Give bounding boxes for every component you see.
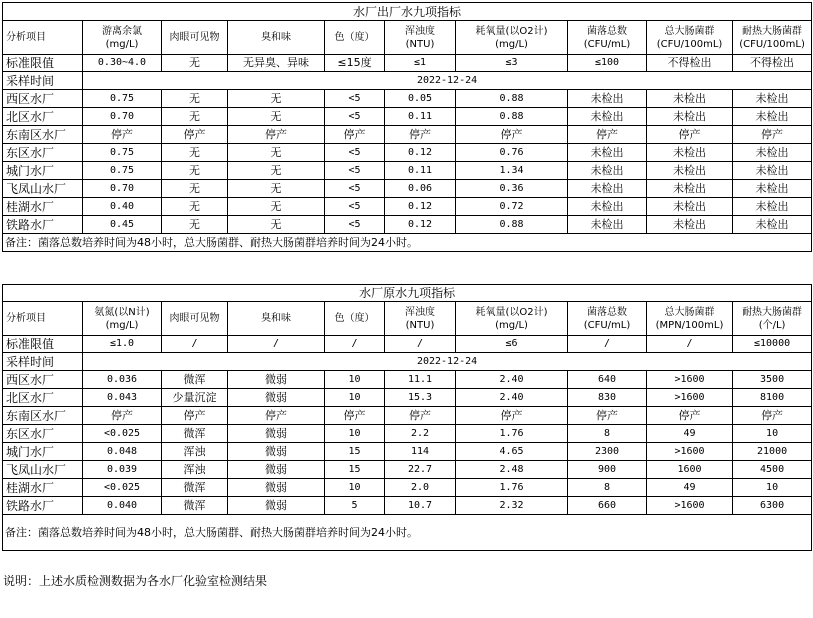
table-cell: 微弱 [228, 425, 325, 443]
table-cell: 0.88 [456, 108, 568, 126]
table-cell: 0.75 [83, 144, 162, 162]
table-cell: 停产 [385, 126, 456, 144]
table-cell: 未检出 [568, 216, 647, 234]
column-header-name: 耐热大肠菌群 [742, 25, 803, 37]
table-cell: 未检出 [568, 144, 647, 162]
table-cell: 3500 [733, 371, 812, 389]
limit-cell: / [568, 336, 647, 353]
table-cell: 未检出 [647, 144, 733, 162]
table-cell: 10 [325, 389, 385, 407]
column-header [83, 302, 162, 336]
table-cell: 114 [385, 443, 456, 461]
table-row [3, 180, 812, 198]
column-header-name: 菌落总数 [587, 25, 627, 37]
column-header-name: 肉眼可见物 [169, 313, 220, 324]
plant-name: 铁路水厂 [3, 497, 83, 515]
column-header-name: 耗氧量(以O2计) [475, 25, 548, 37]
table-cell: 4.65 [456, 443, 568, 461]
table-cell: 未检出 [568, 90, 647, 108]
table-cell: <5 [325, 90, 385, 108]
column-header [456, 302, 568, 336]
plant-name: 东区水厂 [3, 144, 83, 162]
limit-cell: / [385, 336, 456, 353]
table-cell: 0.36 [456, 180, 568, 198]
table-cell: 49 [647, 479, 733, 497]
table-cell: 停产 [568, 407, 647, 425]
column-header-unit: (CFU/mL) [583, 319, 631, 331]
limit-cell: / [228, 336, 325, 353]
table-cell: 未检出 [647, 216, 733, 234]
table-row [3, 144, 812, 162]
table-cell: 49 [647, 425, 733, 443]
table-cell: 4500 [733, 461, 812, 479]
column-header [325, 21, 385, 55]
column-header [733, 302, 812, 336]
column-header-name: 臭和味 [261, 313, 291, 324]
column-header-name: 总大肠菌群 [664, 306, 715, 318]
table-cell: 停产 [325, 407, 385, 425]
table-cell: 未检出 [733, 90, 812, 108]
footnote: 备注：菌落总数培养时间为48小时，总大肠菌群、耐热大肠菌群培养时间为24小时。 [3, 234, 812, 252]
table-cell: 微弱 [228, 389, 325, 407]
plant-name: 北区水厂 [3, 108, 83, 126]
table-cell: 停产 [162, 407, 228, 425]
limit-cell: / [162, 336, 228, 353]
column-header [83, 21, 162, 55]
table-row [3, 425, 812, 443]
limit-cell: 不得检出 [647, 55, 733, 72]
table-cell: <5 [325, 180, 385, 198]
column-header-name: 氨氮(以N计) [94, 306, 150, 318]
table-cell: >1600 [647, 389, 733, 407]
limits-label: 标准限值 [3, 336, 83, 353]
table-cell: 无 [228, 90, 325, 108]
plant-name: 东南区水厂 [3, 126, 83, 144]
table-cell: 0.88 [456, 90, 568, 108]
table-cell: 0.88 [456, 216, 568, 234]
table-cell: 0.40 [83, 198, 162, 216]
table-cell: 无 [162, 180, 228, 198]
sampling-time-label: 采样时间 [3, 72, 83, 90]
column-header-unit: (mg/L) [495, 38, 528, 50]
table-cell: 未检出 [568, 180, 647, 198]
table-row [3, 90, 812, 108]
column-header-unit: (mg/L) [495, 319, 528, 331]
plant-name: 西区水厂 [3, 371, 83, 389]
column-header-unit: (NTU) [405, 319, 435, 331]
table-cell: <5 [325, 162, 385, 180]
table-cell: 未检出 [647, 108, 733, 126]
table-cell: 0.040 [83, 497, 162, 515]
table-cell: 10.7 [385, 497, 456, 515]
column-header-name: 分析项目 [6, 32, 46, 43]
table-cell: 未检出 [647, 198, 733, 216]
column-header-unit: (CFU/100mL) [739, 38, 805, 50]
table-cell: 0.70 [83, 108, 162, 126]
plant-name: 城门水厂 [3, 443, 83, 461]
table-row [3, 461, 812, 479]
table-cell: 15.3 [385, 389, 456, 407]
table-cell: 未检出 [733, 216, 812, 234]
table-cell: <5 [325, 144, 385, 162]
sampling-date: 2022-12-24 [83, 72, 812, 90]
table-cell: 0.70 [83, 180, 162, 198]
table-cell: 无 [228, 198, 325, 216]
table-cell: 无 [162, 216, 228, 234]
limit-cell: ≤1.0 [83, 336, 162, 353]
explanation-text: 说明：上述水质检测数据为各水厂化验室检测结果 [3, 574, 268, 588]
table-cell: 2.40 [456, 389, 568, 407]
sampling-time-label: 采样时间 [3, 353, 83, 371]
table-cell: 830 [568, 389, 647, 407]
table-cell: 未检出 [647, 90, 733, 108]
column-header [733, 21, 812, 55]
plant-name: 飞凤山水厂 [3, 461, 83, 479]
plant-name: 桂湖水厂 [3, 479, 83, 497]
table-cell: 停产 [647, 126, 733, 144]
table-cell: 0.45 [83, 216, 162, 234]
table-cell: 未检出 [647, 180, 733, 198]
table-cell: 微浑 [162, 371, 228, 389]
table-cell: 6300 [733, 497, 812, 515]
table-cell: 无 [162, 162, 228, 180]
column-header [3, 302, 83, 336]
column-header-name: 游离余氯 [102, 25, 142, 37]
column-header [568, 21, 647, 55]
table-cell: 0.036 [83, 371, 162, 389]
table-cell: 无 [162, 90, 228, 108]
table-cell: 8 [568, 425, 647, 443]
column-header-name: 总大肠菌群 [664, 25, 715, 37]
table-cell: 停产 [456, 126, 568, 144]
column-header-unit: (mg/L) [105, 38, 139, 50]
table-cell: 微弱 [228, 371, 325, 389]
table-cell: 停产 [228, 407, 325, 425]
table-cell: >1600 [647, 443, 733, 461]
table-cell: 0.05 [385, 90, 456, 108]
table-cell: 1.34 [456, 162, 568, 180]
plant-name: 北区水厂 [3, 389, 83, 407]
table-cell: 停产 [568, 126, 647, 144]
table-row [3, 108, 812, 126]
raw-water-table [2, 284, 812, 551]
column-header [325, 302, 385, 336]
table-title: 水厂出厂水九项指标 [3, 3, 812, 21]
finished-water-table [2, 2, 812, 252]
footnote: 备注：菌落总数培养时间为48小时，总大肠菌群、耐热大肠菌群培养时间为24小时。 [3, 515, 812, 551]
plant-name: 城门水厂 [3, 162, 83, 180]
table-cell: 10 [325, 479, 385, 497]
table-cell: 浑浊 [162, 443, 228, 461]
table-cell: <5 [325, 216, 385, 234]
table-cell: 停产 [83, 407, 162, 425]
table-cell: 21000 [733, 443, 812, 461]
limit-cell: 无 [162, 55, 228, 72]
table-cell: 0.12 [385, 216, 456, 234]
column-header [385, 21, 456, 55]
table-cell: 1600 [647, 461, 733, 479]
limit-cell: / [647, 336, 733, 353]
table-cell: 停产 [733, 407, 812, 425]
table-cell: 2.40 [456, 371, 568, 389]
table-cell: 停产 [83, 126, 162, 144]
table-cell: 0.11 [385, 108, 456, 126]
table-cell: 微浑 [162, 425, 228, 443]
table-cell: 0.12 [385, 198, 456, 216]
table-cell: 8100 [733, 389, 812, 407]
table-row [3, 497, 812, 515]
plant-name: 桂湖水厂 [3, 198, 83, 216]
column-header-unit: (CFU/100mL) [656, 38, 723, 50]
limit-cell: 不得检出 [733, 55, 812, 72]
column-header [647, 302, 733, 336]
limit-cell: / [325, 336, 385, 353]
table-cell: 未检出 [733, 180, 812, 198]
table-row [3, 216, 812, 234]
limit-cell: ≤15度 [325, 55, 385, 72]
column-header-name: 耐热大肠菌群 [742, 306, 803, 318]
table-cell: 900 [568, 461, 647, 479]
table-cell: 5 [325, 497, 385, 515]
table-cell: 未检出 [733, 108, 812, 126]
table-cell: 2.2 [385, 425, 456, 443]
table-cell: 微弱 [228, 443, 325, 461]
limit-cell: ≤6 [456, 336, 568, 353]
sampling-date: 2022-12-24 [83, 353, 812, 371]
table-cell: 0.75 [83, 162, 162, 180]
table-row [3, 198, 812, 216]
table-cell: 0.06 [385, 180, 456, 198]
table-cell: 10 [325, 425, 385, 443]
column-header-name: 浑浊度 [405, 306, 435, 318]
table-cell: 11.1 [385, 371, 456, 389]
column-header-unit: (mg/L) [105, 319, 139, 331]
table-cell: 未检出 [647, 162, 733, 180]
table-cell: 微弱 [228, 497, 325, 515]
column-header-unit: (个/L) [758, 319, 786, 331]
table-cell: >1600 [647, 371, 733, 389]
table-cell: 未检出 [568, 198, 647, 216]
table-cell: 无 [228, 108, 325, 126]
table-title: 水厂原水九项指标 [3, 285, 812, 302]
table-cell: 0.12 [385, 144, 456, 162]
table-cell: <0.025 [83, 425, 162, 443]
table-cell: 微弱 [228, 479, 325, 497]
table-cell: 停产 [733, 126, 812, 144]
table-cell: 2.32 [456, 497, 568, 515]
column-header-name: 色（度） [334, 32, 375, 43]
column-header-unit: (CFU/mL) [583, 38, 631, 50]
table-cell: 无 [162, 108, 228, 126]
plant-name: 西区水厂 [3, 90, 83, 108]
table-cell: 停产 [647, 407, 733, 425]
column-header-name: 浑浊度 [405, 25, 435, 37]
plant-name: 东区水厂 [3, 425, 83, 443]
table-cell: 无 [228, 216, 325, 234]
table-cell: 未检出 [568, 108, 647, 126]
table-cell: <5 [325, 198, 385, 216]
table-cell: 0.76 [456, 144, 568, 162]
plant-name: 铁路水厂 [3, 216, 83, 234]
table-cell: 10 [325, 371, 385, 389]
column-header [568, 302, 647, 336]
plant-name: 东南区水厂 [3, 407, 83, 425]
table-cell: 0.043 [83, 389, 162, 407]
table-cell: 无 [162, 144, 228, 162]
column-header-name: 耗氧量(以O2计) [475, 306, 548, 318]
table-cell: 22.7 [385, 461, 456, 479]
table-cell: 640 [568, 371, 647, 389]
table-cell: 浑浊 [162, 461, 228, 479]
table-cell: 660 [568, 497, 647, 515]
column-header [228, 302, 325, 336]
table-cell: 8 [568, 479, 647, 497]
table-cell: 1.76 [456, 479, 568, 497]
table-cell: 停产 [456, 407, 568, 425]
table-cell: 0.72 [456, 198, 568, 216]
table-cell: 15 [325, 443, 385, 461]
column-header-unit: (MPN/100mL) [655, 319, 724, 331]
limit-cell: ≤1 [385, 55, 456, 72]
limit-cell: ≤100 [568, 55, 647, 72]
table-row [3, 407, 812, 425]
column-header-name: 分析项目 [6, 313, 46, 324]
table-cell: 2.48 [456, 461, 568, 479]
table-cell: 少量沉淀 [162, 389, 228, 407]
table-cell: 15 [325, 461, 385, 479]
table-cell: 0.048 [83, 443, 162, 461]
table-cell: <0.025 [83, 479, 162, 497]
column-header [162, 302, 228, 336]
table-cell: 10 [733, 425, 812, 443]
table-cell: 2300 [568, 443, 647, 461]
table-cell: 未检出 [568, 162, 647, 180]
table-cell: 无 [228, 180, 325, 198]
column-header [162, 21, 228, 55]
column-header-name: 色（度） [334, 313, 375, 324]
table-cell: 0.039 [83, 461, 162, 479]
table-cell: <5 [325, 108, 385, 126]
table-cell: 无 [228, 162, 325, 180]
column-header [3, 21, 83, 55]
table-cell: 未检出 [733, 198, 812, 216]
column-header [456, 21, 568, 55]
limit-cell: ≤10000 [733, 336, 812, 353]
column-header-unit: (NTU) [405, 38, 435, 50]
table-cell: 无 [162, 198, 228, 216]
table-cell: 微弱 [228, 461, 325, 479]
limit-cell: 0.30~4.0 [83, 55, 162, 72]
plant-name: 飞凤山水厂 [3, 180, 83, 198]
column-header-name: 肉眼可见物 [169, 32, 220, 43]
table-cell: 未检出 [733, 144, 812, 162]
table-cell: 1.76 [456, 425, 568, 443]
table-cell: 停产 [228, 126, 325, 144]
table-cell: 0.75 [83, 90, 162, 108]
table-row [3, 162, 812, 180]
table-cell: 停产 [325, 126, 385, 144]
limits-label: 标准限值 [3, 55, 83, 72]
column-header [385, 302, 456, 336]
limit-cell: 无异臭、异味 [228, 55, 325, 72]
column-header-name: 臭和味 [261, 32, 291, 43]
table-cell: 停产 [162, 126, 228, 144]
table-row [3, 389, 812, 407]
table-row [3, 371, 812, 389]
table-row [3, 443, 812, 461]
table-cell: 10 [733, 479, 812, 497]
table-cell: 无 [228, 144, 325, 162]
table-row [3, 126, 812, 144]
column-header [647, 21, 733, 55]
column-header [228, 21, 325, 55]
limit-cell: ≤3 [456, 55, 568, 72]
table-cell: 微浑 [162, 479, 228, 497]
column-header-name: 菌落总数 [587, 306, 627, 318]
table-cell: 未检出 [733, 162, 812, 180]
table-cell: 微浑 [162, 497, 228, 515]
table-cell: 2.0 [385, 479, 456, 497]
table-cell: 停产 [385, 407, 456, 425]
table-row [3, 479, 812, 497]
table-cell: >1600 [647, 497, 733, 515]
table-cell: 0.11 [385, 162, 456, 180]
